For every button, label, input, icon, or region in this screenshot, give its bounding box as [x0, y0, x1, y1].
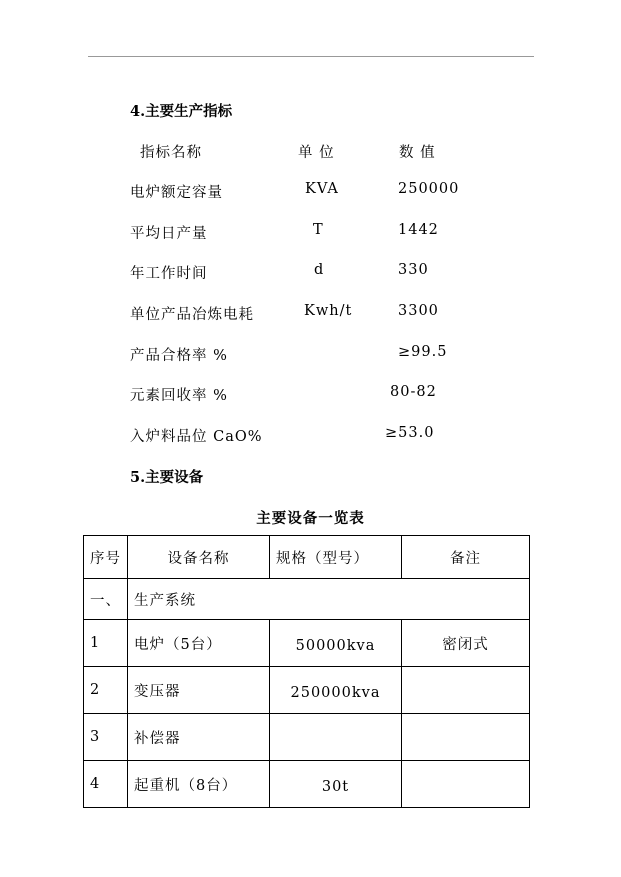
indicator-header-value: 数 值 — [399, 145, 436, 161]
group-number: 一、 — [84, 579, 128, 620]
row-number: 1 — [84, 620, 128, 667]
section-5-heading: 5.主要设备 — [130, 469, 204, 486]
column-header-spec: 规格（型号） — [270, 536, 402, 579]
indicator-name: 平均日产量 — [130, 226, 208, 242]
equipment-table — [83, 535, 530, 808]
equipment-name: 电炉（5台） — [128, 620, 270, 667]
indicator-header-unit: 单 位 — [298, 145, 335, 161]
indicator-name: 年工作时间 — [130, 266, 208, 282]
equipment-note: 密闭式 — [402, 620, 530, 667]
indicator-value: 1442 — [398, 222, 439, 238]
indicator-unit: T — [313, 222, 324, 238]
indicator-value: 250000 — [398, 181, 460, 197]
group-name: 生产系统 — [128, 579, 530, 620]
table-row — [84, 667, 530, 714]
equipment-note — [402, 761, 530, 808]
indicator-value: 330 — [398, 262, 429, 278]
indicator-name: 单位产品冶炼电耗 — [130, 307, 254, 323]
table-header-row — [84, 536, 530, 579]
equipment-name: 起重机（8台） — [128, 761, 270, 808]
column-header-no: 序号 — [84, 536, 128, 579]
equipment-spec: 30t — [270, 761, 402, 808]
equipment-spec — [270, 714, 402, 761]
header-rule — [88, 56, 534, 57]
table-row — [84, 620, 530, 667]
section-4-heading: 4.主要生产指标 — [130, 103, 233, 120]
table-row — [84, 761, 530, 808]
indicator-value: ≥53.0 — [385, 425, 435, 441]
indicator-value: ≥99.5 — [398, 344, 448, 360]
indicator-unit: KVA — [305, 181, 339, 197]
table-row — [84, 714, 530, 761]
column-header-name: 设备名称 — [128, 536, 270, 579]
row-number: 2 — [84, 667, 128, 714]
equipment-spec: 250000kva — [270, 667, 402, 714]
equipment-spec: 50000kva — [270, 620, 402, 667]
equipment-name: 变压器 — [128, 667, 270, 714]
indicator-value: 3300 — [398, 303, 439, 319]
indicator-name: 入炉料品位 CaO% — [130, 429, 263, 445]
equipment-note — [402, 667, 530, 714]
equipment-table-title: 主要设备一览表 — [256, 510, 365, 527]
row-number: 3 — [84, 714, 128, 761]
row-number: 4 — [84, 761, 128, 808]
indicator-unit: Kwh/t — [304, 303, 353, 319]
indicator-unit: d — [314, 262, 325, 278]
column-header-note: 备注 — [402, 536, 530, 579]
equipment-note — [402, 714, 530, 761]
indicator-name: 产品合格率 % — [130, 348, 228, 364]
equipment-name: 补偿器 — [128, 714, 270, 761]
table-group-row — [84, 579, 530, 620]
indicator-name: 电炉额定容量 — [130, 185, 223, 201]
indicator-name: 元素回收率 % — [130, 388, 228, 404]
indicator-header-name: 指标名称 — [140, 145, 202, 161]
indicator-value: 80-82 — [390, 384, 437, 400]
